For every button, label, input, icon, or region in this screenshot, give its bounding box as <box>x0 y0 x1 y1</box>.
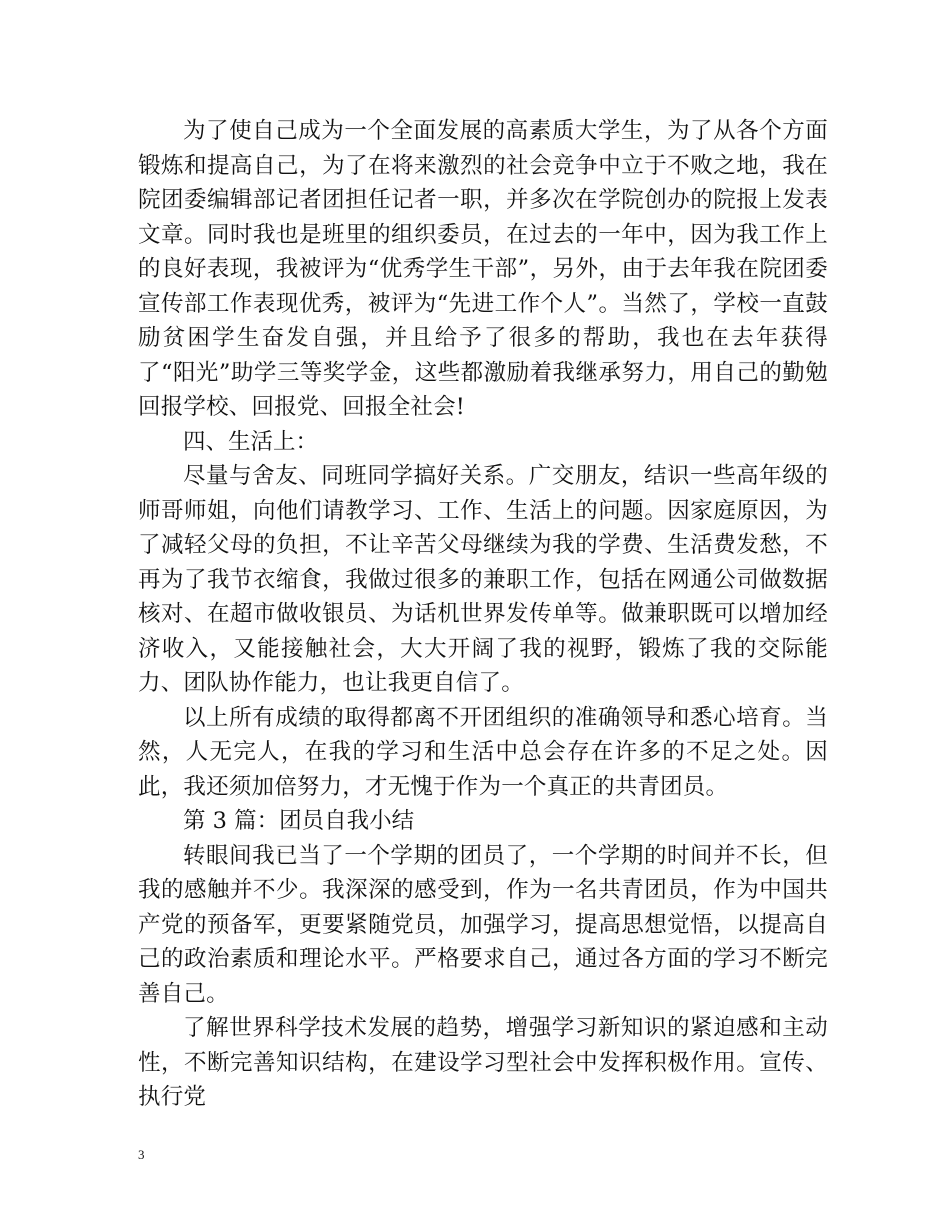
paragraph-science-development: 了解世界科学技术发展的趋势，增强学习新知识的紧迫感和主动性，不断完善知识结构，在建设学习型社会中发挥积极作用。宣传、执行党 <box>138 1015 828 1110</box>
page-number: 3 <box>138 1147 145 1162</box>
paragraph-conclusion: 以上所有成绩的取得都离不开团组织的准确领导和悉心培育。当然，人无完人，在我的学习和生活中总会存在许多的不足之处。因此，我还须加倍努力，才无愧于作为一个真正的共青团员。 <box>138 704 828 800</box>
document-body <box>138 114 828 1115</box>
paragraph-activities: 为了使自己成为一个全面发展的高素质大学生，为了从各个方面锻炼和提高自己，为了在将来激烈的社会竞争中立于不败之地，我在院团委编辑部记者团担任记者一职，并多次在学院创办的院报上发表文章。同时我也是班里的组织委员，在过去的一年中，因为我工作上的良好表现，我被评为“优秀学生干部”，另外，由于去年我在院团委宣传部工作表现优秀，被评为“先进工作个人”。当然了，学校一直鼓励贫困学生奋发自强，并且给予了很多的帮助，我也在去年获得了“阳光”助学三等奖学金，这些都激励着我继承努力，用自己的勤勉回报学校、回报党、回报全社会! <box>138 118 828 420</box>
paragraph-semester-summary: 转眼间我已当了一个学期的团员了，一个学期的时间并不长，但我的感触并不少。我深深的感受到，作为一名共青团员，作为中国共产党的预备军，更要紧随党员，加强学习，提高思想觉悟，以提高自己的政治素质和理论水平。严格要求自己，通过各方面的学习不断完善自己。 <box>138 842 828 1007</box>
paragraph-life: 尽量与舍友、同班同学搞好关系。广交朋友，结识一些高年级的师哥师姐，向他们请教学习、工作、生活上的问题。因家庭原因，为了减轻父母的负担，不让辛苦父母继续为我的学费、生活费发愁，不再为了我节衣缩食，我做过很多的兼职工作，包括在网通公司做数据核对、在超市做收银员、为话机世界发传单等。做兼职既可以增加经济收入，又能接触社会，大大开阔了我的视野，锻炼了我的交际能力、团队协作能力，也让我更自信了。 <box>138 463 828 696</box>
article-heading-part3: 第 3 篇：团员自我小结 <box>183 808 415 834</box>
section-heading-life: 四、生活上： <box>183 428 319 455</box>
